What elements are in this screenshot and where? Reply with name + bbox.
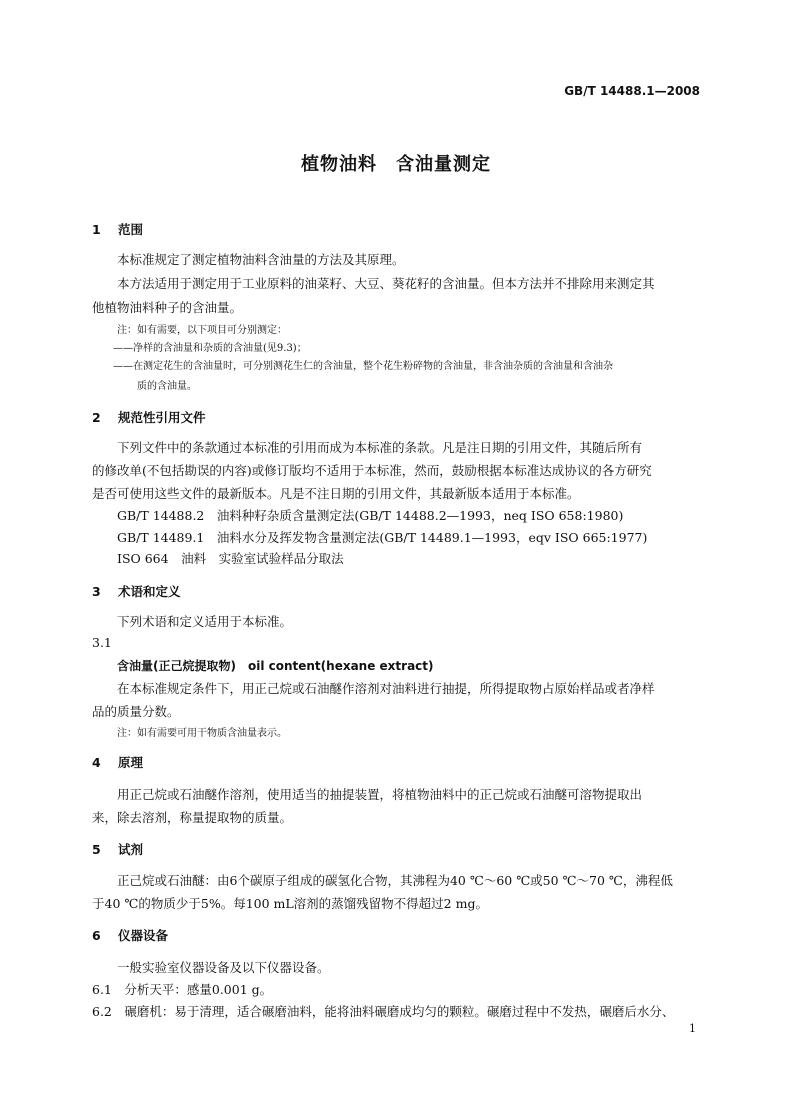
paragraph: 一般实验室仪器设备及以下仪器设备。 (117, 960, 330, 975)
section-title: 规范性引用文件 (118, 410, 206, 425)
page-title: 植物油料 含油量测定 (301, 154, 491, 175)
paragraph: 在本标准规定条件下，用正己烷或石油醚作溶剂对油料进行抽提，所得提取物占原始样品或者净样 (117, 681, 655, 696)
paragraph: 的修改单(不包括勘误的内容)或修订版均不适用于本标准，然而，鼓励根据本标准达成协议的各方研究 (92, 463, 652, 478)
section-title: 仪器设备 (118, 928, 169, 943)
section-1-heading (92, 220, 143, 238)
section-6-heading (92, 926, 168, 944)
reference-item: ISO 664 油料 实验室试验样品分取法 (117, 551, 344, 566)
list-item: 6.2 碾磨机：易于清理，适合碾磨油料，能将油料碾磨成均匀的颗粒。碾磨过程中不发热，碾磨后水分、 (92, 1004, 675, 1019)
paragraph: 本标准规定了测定植物油料含油量的方法及其原理。 (117, 252, 405, 267)
paragraph: 他植物油料种子的含油量。 (92, 300, 243, 315)
section-title: 原理 (118, 755, 144, 770)
reference-item: GB/T 14488.2 油料种籽杂质含量测定法(GB/T 14488.2—1993，neq ISO 658:1980) (117, 508, 624, 523)
section-number: 4 (92, 755, 101, 770)
section-2-heading (92, 408, 206, 426)
note: 质的含油量。 (137, 381, 197, 392)
section-number: 3 (92, 584, 101, 599)
paragraph: 来，除去溶剂，称量提取物的质量。 (92, 810, 293, 825)
section-number: 5 (92, 842, 101, 857)
paragraph: 是否可使用这些文件的最新版本。凡是不注日期的引用文件，其最新版本适用于本标准。 (92, 486, 580, 501)
section-title: 术语和定义 (118, 584, 181, 599)
page-number: 1 (689, 1022, 696, 1035)
section-title: 试剂 (118, 842, 144, 857)
standard-number: GB/T 14488.1—2008 (564, 84, 700, 98)
paragraph: 品的质量分数。 (92, 704, 180, 719)
note: ——在测定花生的含油量时，可分别测花生仁的含油量，整个花生粉碎物的含油量，非含油杂质的含油量和含油杂 (113, 361, 613, 372)
section-number: 1 (92, 222, 101, 237)
note: 注：如有需要可用干物质含油量表示。 (117, 728, 287, 739)
list-item: 6.1 分析天平：感量0.001 g。 (92, 982, 273, 997)
paragraph: 于40 ℃的物质少于5%。每100 mL溶剂的蒸馏残留物不得超过2 mg。 (92, 896, 488, 911)
note: 注：如有需要，以下项目可分别测定： (117, 325, 287, 336)
paragraph: 本方法适用于测定用于工业原料的油菜籽、大豆、葵花籽的含油量。但本方法并不排除用来测定其 (117, 276, 655, 291)
paragraph: 下列术语和定义适用于本标准。 (117, 614, 293, 629)
section-3-heading (92, 582, 181, 600)
paragraph: 下列文件中的条款通过本标准的引用而成为本标准的条款。凡是注日期的引用文件，其随后所有 (117, 440, 643, 455)
subsection-number: 3.1 (92, 635, 112, 650)
paragraph: 用正己烷或石油醚作溶剂，使用适当的抽提装置，将植物油料中的正己烷或石油醚可溶物提取出 (117, 787, 643, 802)
section-5-heading (92, 840, 143, 858)
section-4-heading (92, 753, 143, 771)
section-number: 2 (92, 410, 101, 425)
term-heading: 含油量(正己烷提取物) oil content(hexane extract) (117, 659, 434, 673)
section-number: 6 (92, 928, 101, 943)
paragraph: 正己烷或石油醚：由6个碳原子组成的碳氢化合物，其沸程为40 ℃～60 ℃或50 ℃～70 ℃，沸程低 (117, 873, 673, 888)
reference-item: GB/T 14489.1 油料水分及挥发物含量测定法(GB/T 14489.1—1993，eqv ISO 665:1977) (117, 530, 648, 545)
section-title: 范围 (118, 222, 144, 237)
note: ——净样的含油量和杂质的含油量(见9.3)； (113, 343, 307, 354)
